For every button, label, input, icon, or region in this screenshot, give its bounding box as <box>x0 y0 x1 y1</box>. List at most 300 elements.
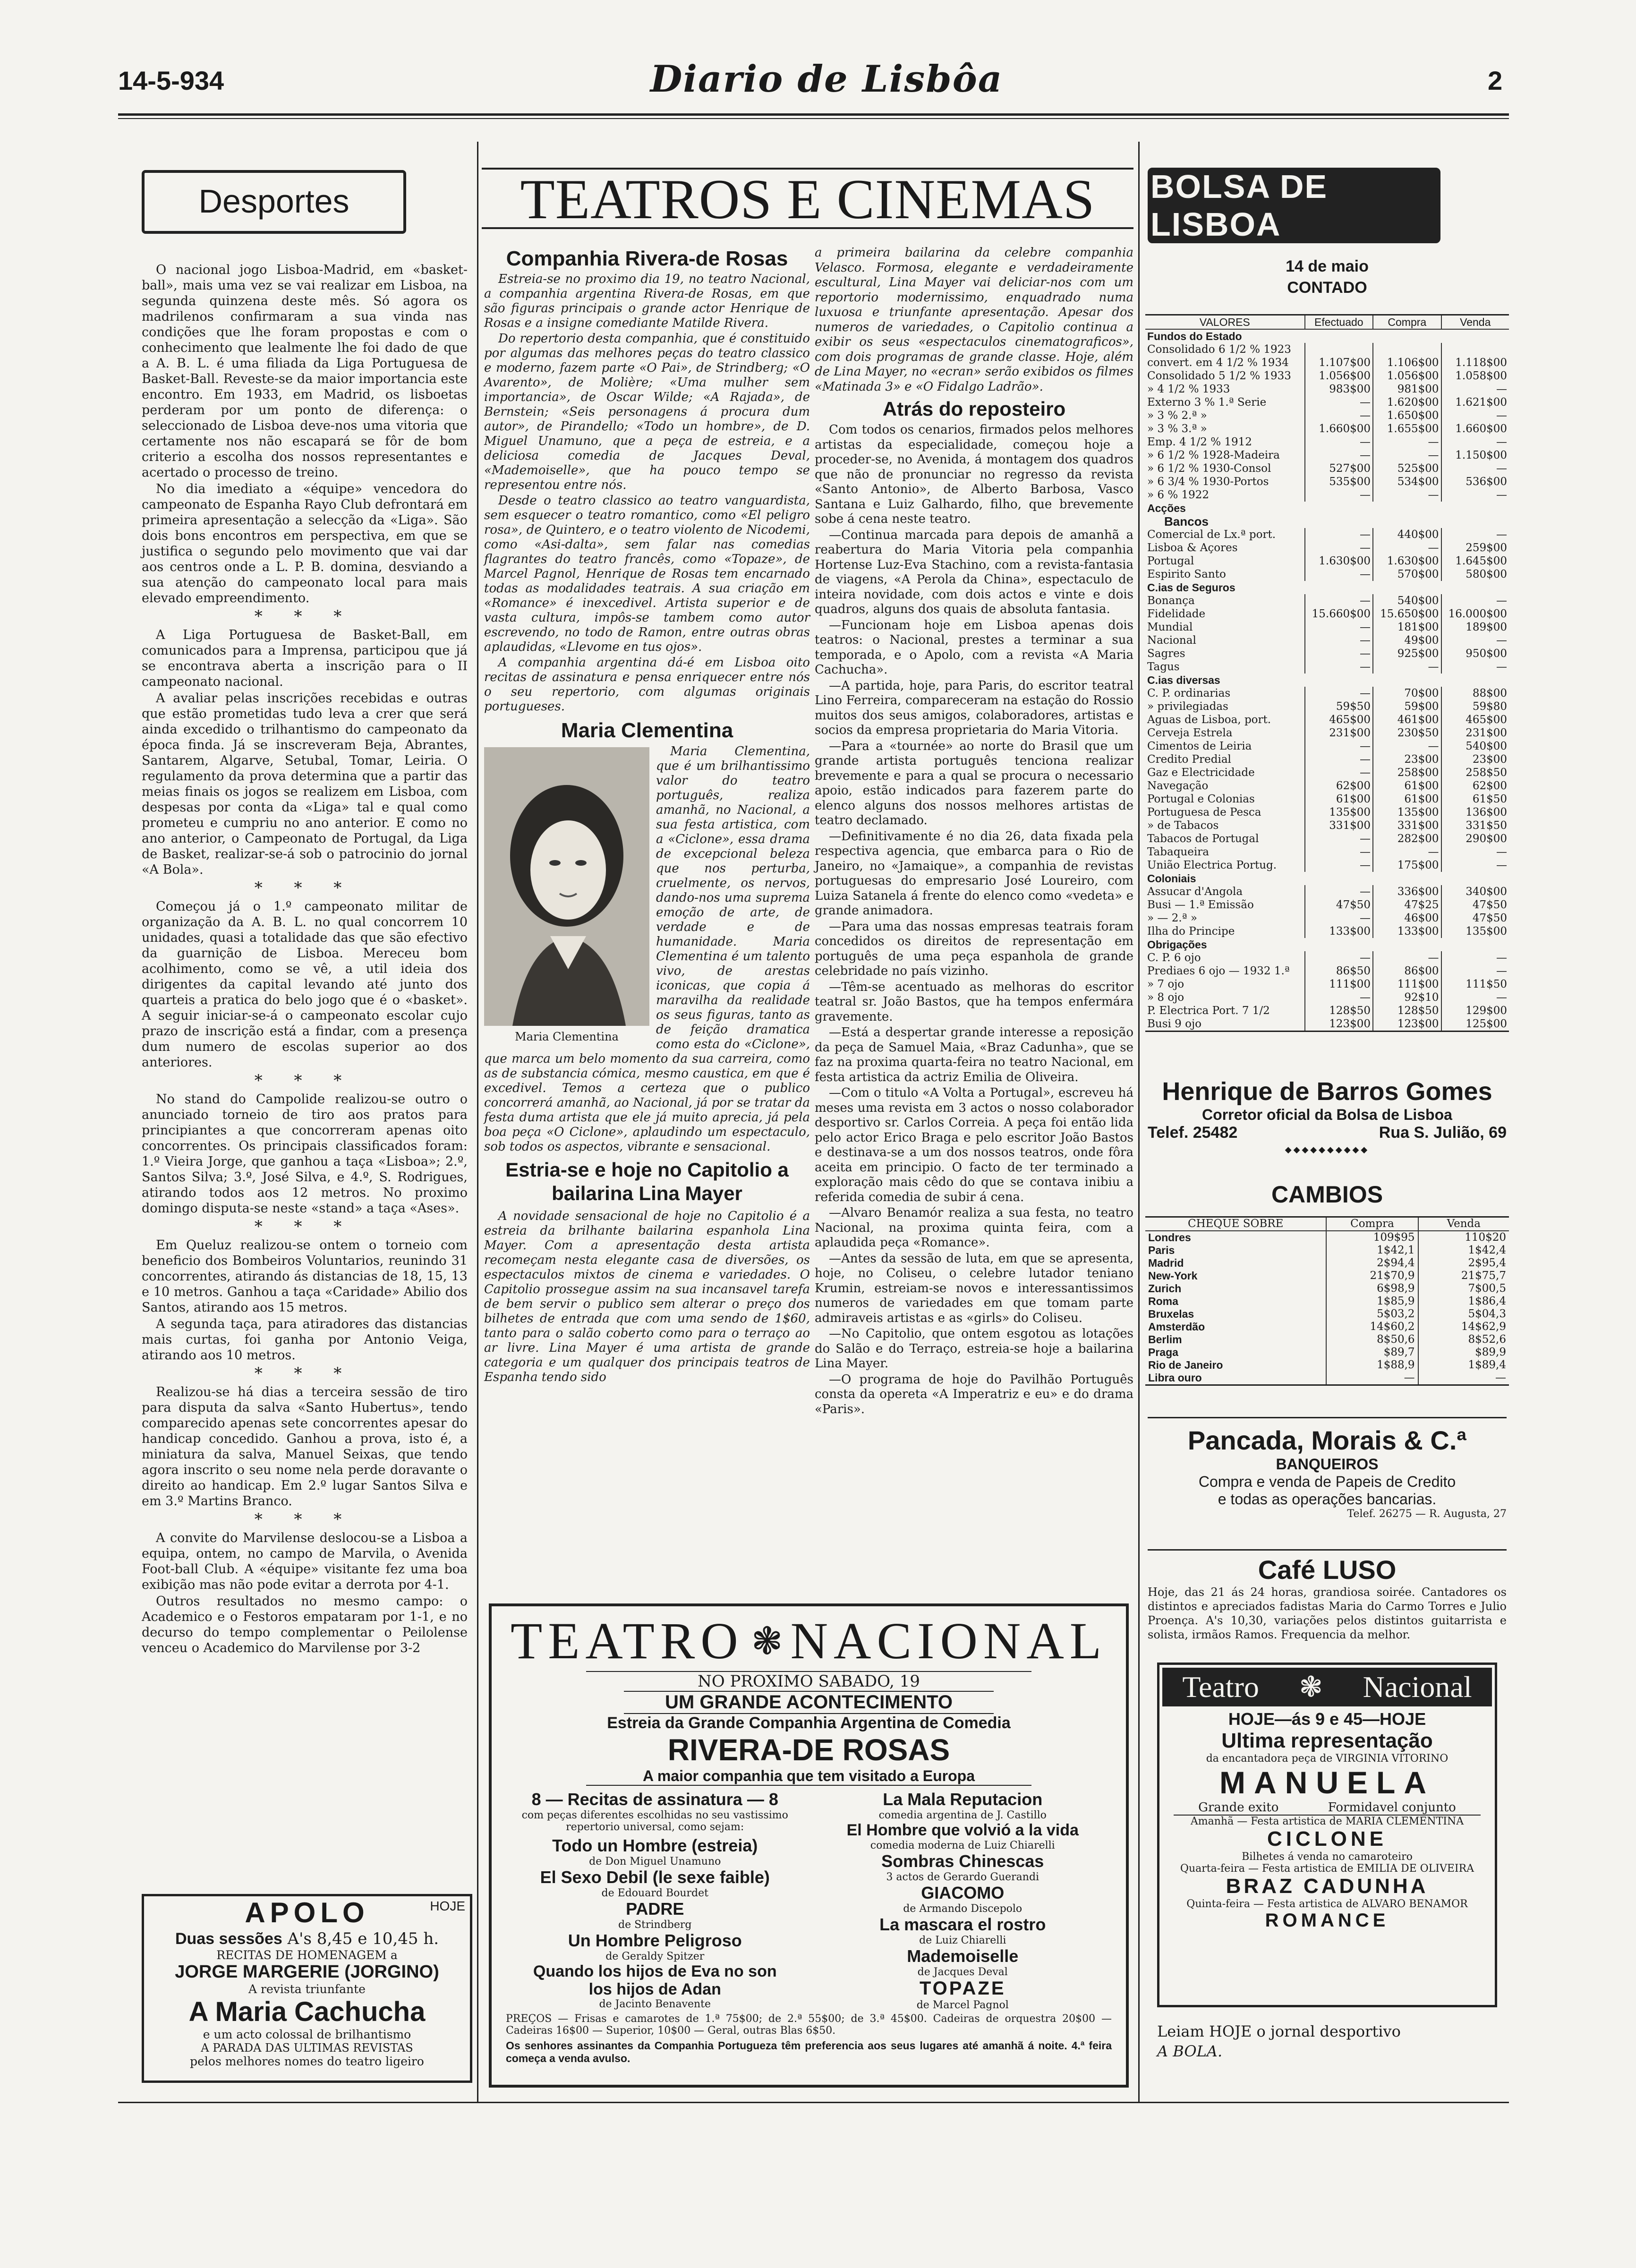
bolsa-row <box>1145 713 1509 726</box>
bolsa-cell: 47$25 <box>1373 898 1441 912</box>
bolsa-row <box>1145 925 1509 938</box>
bolsa-cell: 1.655$00 <box>1373 422 1441 435</box>
cambios-cell: Rio de Janeiro <box>1148 1359 1223 1371</box>
bolsa-row <box>1145 766 1509 779</box>
bolsa-cell: 181$00 <box>1373 621 1441 634</box>
top-rule <box>118 113 1509 116</box>
bolsa-cell: — <box>1441 859 1509 872</box>
bolsa-cell: — <box>1305 859 1373 872</box>
desportes-paragraph: A segunda taça, para atiradores das distancias mais curtas, foi ganha por Antonio Veiga, atirando aos 10 metros. <box>142 1317 468 1363</box>
bolsa-cell: — <box>1441 634 1509 647</box>
pancada-text2: e todas as operações bancarias. <box>1218 1491 1437 1508</box>
bolsa-row <box>1145 753 1509 766</box>
nacional-title-right: NACIONAL <box>790 1612 1107 1670</box>
nacad-romance: ROMANCE <box>1265 1910 1389 1931</box>
cambios-column-header: Venda <box>1418 1218 1509 1231</box>
desportes-paragraph: A Liga Portuguesa de Basket-Ball, em comunicados para a Imprensa, participou que já se encontrava aberta a inscrição para o II campeonato nacional. <box>142 628 468 689</box>
bolsa-cell: 983$00 <box>1305 383 1373 396</box>
apolo-acto: e um acto colossal de brilhantismo <box>203 2028 411 2041</box>
bolsa-cell: 61$00 <box>1373 793 1441 806</box>
cafe-luso-ad <box>1148 1549 1507 1642</box>
nacional-precos: PREÇOS — Frisas e camarotes de 1.ª 75$00; de 2.ª 55$00; de 3.ª 45$00. Cadeiras de orquestra 20$00 — Cadeiras 16$00 — Superior, 10$00 — Geral, outras Blas 6$50. <box>506 2013 1112 2037</box>
bolsa-cell: Busi — 1.ª Emissão <box>1147 899 1254 911</box>
bolsa-row <box>1145 687 1509 700</box>
news-item: —Definitivamente é no dia 26, data fixada pela respectiva agencia, que embarca para o Rio de Janeiro, no «Jamaique», a companhia de revistas portuguesas do empresario José Loureiro, com Luiza Satanela á frente do elenco como «vedeta» e grande animadora. <box>815 829 1133 918</box>
bolsa-cell: 290$00 <box>1441 832 1509 845</box>
bolsa-date: 14 de maio <box>1286 257 1369 275</box>
section-divider-stars: * * * <box>254 878 355 897</box>
bolsa-cell: Comercial de Lx.ª port. <box>1147 529 1276 541</box>
bolsa-cell: 129$00 <box>1441 1004 1509 1017</box>
nacad-play: MANUELA <box>1219 1765 1435 1800</box>
cambios-row <box>1145 1282 1509 1295</box>
bolsa-cell: — <box>1305 621 1373 634</box>
luso-name: Café LUSO <box>1258 1555 1397 1585</box>
bolsa-cell: 258$50 <box>1441 766 1509 779</box>
play-author: de Luiz Chiarelli <box>919 1935 1006 1946</box>
bolsa-cell: 570$00 <box>1373 568 1441 581</box>
nacad-hoje: HOJE—ás 9 e 45—HOJE <box>1228 1709 1426 1729</box>
cambios-cell: 1$88,9 <box>1326 1359 1418 1372</box>
article-heading: Estria-se e hoje no Capitolio a bailarina Lina Mayer <box>505 1159 789 1204</box>
bolsa-cell: Assucar d'Angola <box>1147 886 1243 898</box>
cambios-cell: — <box>1418 1372 1509 1384</box>
desportes-article <box>142 262 468 1657</box>
nacad-braz: BRAZ CADUNHA <box>1226 1875 1429 1898</box>
bolsa-cell: — <box>1373 660 1441 674</box>
bolsa-cell: — <box>1305 766 1373 779</box>
bolsa-cell: 111$00 <box>1373 978 1441 991</box>
bolsa-cell: — <box>1305 541 1373 554</box>
cambios-cell: 1$42,4 <box>1418 1244 1509 1257</box>
bolsa-row <box>1145 488 1509 502</box>
bolsa-cell: 1.058$00 <box>1441 369 1509 383</box>
bolsa-cell: 1.620$00 <box>1373 396 1441 409</box>
bolsa-cell: — <box>1305 488 1373 502</box>
bolsa-cell: 61$50 <box>1441 793 1509 806</box>
bolsa-cell: 540$00 <box>1441 740 1509 753</box>
bolsa-cell: » de Tabacos <box>1147 819 1219 832</box>
bolsa-cell: 128$50 <box>1305 1004 1373 1017</box>
bolsa-cell: 230$50 <box>1373 726 1441 740</box>
teatro-nacional-ad <box>489 1603 1129 2088</box>
desportes-paragraph: A avaliar pelas inscrições recebidas e outras que estão prometidas tudo leva a crer que será ainda excedido o trilhantismo do campeonato da época finda. Já se inscreveram Beja, Abrantes, Santarem, Algarve, Setubal, Tomar, Leiria. O regulamento da prova determina que a partir das meias finais os jogos se realizem em Lisboa, com despesas por conta da «Liga» tal e qual como prometeu e cumpriu no ano anterior. E como no ano anterior, o Campeonato de Portugal, da Liga de Basket, realizar-se-á sob o patrocinio do jornal «A Bola». <box>142 691 468 877</box>
cambios-row <box>1145 1359 1509 1372</box>
bolsa-cell: — <box>1305 753 1373 766</box>
bolsa-cell: 88$00 <box>1441 687 1509 700</box>
bolsa-row <box>1145 859 1509 872</box>
play-author: de Armando Discepolo <box>903 1903 1022 1915</box>
bolsa-cell: C. P. ordinarias <box>1147 687 1231 699</box>
bolsa-row <box>1145 343 1509 356</box>
bolsa-cell <box>1441 343 1509 356</box>
pancada-ad <box>1148 1417 1507 1520</box>
bolsa-cell: 61$00 <box>1305 793 1373 806</box>
bolsa-cell: 111$00 <box>1305 978 1373 991</box>
bolsa-cell: 86$50 <box>1305 964 1373 978</box>
play-title: PADRE <box>626 1899 684 1918</box>
bolsa-row <box>1145 991 1509 1004</box>
nacional-company: RIVERA-DE ROSAS <box>667 1733 950 1767</box>
pancada-text1: Compra e venda de Papeis de Credito <box>1198 1473 1456 1490</box>
bolsa-row <box>1145 819 1509 832</box>
bolsa-row <box>1145 383 1509 396</box>
cambios-row <box>1145 1270 1509 1282</box>
bolsa-cell: 123$00 <box>1305 1017 1373 1031</box>
bolsa-cell: 92$10 <box>1373 991 1441 1004</box>
cambios-cell: 8$50,6 <box>1326 1333 1418 1346</box>
henrique-sub: Corretor oficial da Bolsa de Lisboa <box>1202 1106 1452 1123</box>
bolsa-cell: — <box>1305 991 1373 1004</box>
bolsa-cell: 111$50 <box>1441 978 1509 991</box>
bolsa-cell: 331$00 <box>1305 819 1373 832</box>
cambios-cell: Londres <box>1148 1231 1191 1244</box>
bolsa-cell: — <box>1441 488 1509 502</box>
bolsa-cell: Espirito Santo <box>1147 568 1226 580</box>
bolsa-row <box>1145 435 1509 449</box>
cambios-cell: Amsterdão <box>1148 1321 1205 1333</box>
bolsa-cell: — <box>1373 449 1441 462</box>
nacional-small-ad <box>1157 1663 1497 2007</box>
bola-ad <box>1157 2021 1497 2061</box>
bolsa-cell: 527$00 <box>1305 462 1373 475</box>
play-title: El Hombre que volvió a la vida <box>846 1821 1079 1839</box>
cambios-row <box>1145 1231 1509 1244</box>
repertoire-left <box>501 1790 809 2011</box>
cambios-cell: $89,7 <box>1326 1346 1418 1359</box>
cambios-cell: Bruxelas <box>1148 1308 1194 1320</box>
bolsa-cell: 465$00 <box>1305 713 1373 726</box>
article-paragraph: Desde o teatro classico ao teatro vanguardista, sem esquecer o teatro romantico, como «El peligro rosa», de Quintero, e o teatro violento de Nicodemi, como «Asi-dalta», sem falar nas comedias flagrantes do teatro francês, como «Topaze», de Marcel Pagnol, Henrique de Rosas tem encarnado todas as modalidades teatrais. A sua criação em «Romance» é inexcedivel. Artista superior e de vasta cultura, impôs-se tambem como autor escrevendo, no todo de Ramon, entre outras obras aplaudidas, «Llevome en tus ojos». <box>484 494 810 654</box>
bolsa-cell: 23$00 <box>1373 753 1441 766</box>
cambios-cell: Praga <box>1148 1346 1178 1358</box>
bolsa-cell: Portugal e Colonias <box>1147 793 1255 805</box>
play-author: de Geraldy Spitzer <box>605 1951 705 1962</box>
repertoire-right <box>809 1790 1117 2011</box>
bolsa-row <box>1145 885 1509 898</box>
bolsa-cell: Prediaes 6 ojo — 1932 1.ª <box>1147 965 1290 977</box>
desportes-paragraph: Realizou-se há dias a terceira sessão de tiro para disputa da salva «Santo Hubertus», tendo comparecido apenas sete concorrentes apesar do handicap concedido. Ganhou a prova, isto é, a miniatura da salva, Manuel Seixas, que tendo agora inscrito o seu nome nela perde doravante o direito ao handicap. Em 2.º lugar Santos Silva e em 3.º Martins Branco. <box>142 1385 468 1509</box>
bolsa-row <box>1145 594 1509 607</box>
bolsa-row <box>1145 475 1509 488</box>
bolsa-cell: 540$00 <box>1373 594 1441 607</box>
desportes-paragraph: No stand do Campolide realizou-se outro o anunciado torneio de tiro aos pratos para principiantes a que concorreram apenas oito concorrentes. Os principais classificados foram: 1.º Vieira Jorge, que ganhou a taça «Lisboa»; 2.º, Santos Silva; 3.º, José Silva, e 4.º, S. Rodrigues, atirando todos aos 12 metros. No proximo domingo disputa-se neste «stand» a taça «Ases». <box>142 1092 468 1216</box>
article-paragraph: Maria Clementina, que é um brilhantissimo valor do teatro português, realiza amanhã, no Nacional, a sua festa artistica, com a «Ciclone», essa drama de excepcional beleza que nos perturba, cruelmente, os nervos, dando-nos uma suprema emoção de arte, de verdade e de humanidade. Maria Clementina é um talento vivo, de arestas iconicas, que copia á maravilha da realidade os seus figuras, tanto as de feição dramatica como esta do «Ciclone», que marca um belo momento da sua carreira, como as de substancia cómica, mesmo caustica, em que é excedivel. Temos a certeza que o publico concorrerá amanhã, ao Nacional, já por se tratar da festa duma artista que ele já muito aprecia, já pela boa peça «O Ciclone», aplaudindo um espectaculo, sob todos os aspectos, vibrante e sensacional. <box>484 744 810 1154</box>
apolo-hoje: HOJE <box>430 1899 465 1913</box>
bolsa-row <box>1145 806 1509 819</box>
bolsa-cell: 135$00 <box>1305 806 1373 819</box>
bolsa-row <box>1145 621 1509 634</box>
bolsa-cell <box>1305 343 1373 356</box>
bolsa-cell: 123$00 <box>1373 1017 1441 1031</box>
bolsa-row <box>1145 898 1509 912</box>
henrique-name: Henrique de Barros Gomes <box>1162 1077 1492 1106</box>
desportes-header-box <box>142 170 406 234</box>
desportes-paragraph: No dia imediato a «équipe» vencedora do campeonato de Espanha Rayo Club defrontará em primeira apresentação a selecção da «Liga». São dois bons encontros em perspectiva, em que se justifica o segundo pelo movimento que vai dar aos centros onde a L. P. B. domina, desviando a sua atenção do campeonato local para mais elevado empreendimento. <box>142 482 468 605</box>
article-paragraph: Do repertorio desta companhia, que é constituido por algumas das melhores peças do teatro classico e moderno, fazem parte «O Pai», de Strindberg; «O Avarento», de Molière; «Uma mulher sem importancia», de Oscar Wilde; «A Rajada», de Bernstein; «Seis personagens á procura dum autor», de Pirandello; «Todo un hombre», de D. Miguel Unamuno, que a peça de estreia, e a deliciosa comedia de Jacques Deval, «Mademoiselle», que ha pouco tempo se representou entre nós. <box>484 332 810 492</box>
news-item: —O programa de hoje do Pavilhão Português consta da opereta «A Imperatriz e eu» e do drama «Paris». <box>815 1372 1133 1416</box>
play-author: comedia moderna de Luiz Chiarelli <box>870 1840 1055 1851</box>
article-paragraph: Estreia-se no proximo dia 19, no teatro Nacional, a companhia argentina Rivera-de Rosas, em que são figuras principais o grande actor Henrique de Rosas e a insigne comediante Matilde Rivera. <box>484 272 810 330</box>
nacad-da: da encantadora peça de VIRGINIA VITORINO <box>1206 1753 1449 1765</box>
cambios-cell: 1$85,9 <box>1326 1295 1418 1308</box>
bolsa-header <box>1148 168 1440 243</box>
bolsa-cell: Externo 3 % 1.ª Serie <box>1147 396 1267 409</box>
cambios-cell: New-York <box>1148 1270 1198 1282</box>
nacad-title-right: Nacional <box>1363 1670 1472 1704</box>
bolsa-cell: 231$00 <box>1305 726 1373 740</box>
bolsa-cell: 1.660$00 <box>1305 422 1373 435</box>
bolsa-cell: — <box>1305 435 1373 449</box>
bolsa-cell: Cerveja Estrela <box>1147 727 1233 739</box>
bolsa-cell: 1.056$00 <box>1305 369 1373 383</box>
bolsa-cell: 536$00 <box>1441 475 1509 488</box>
cambios-cell: — <box>1326 1372 1418 1384</box>
cambios-row <box>1145 1321 1509 1333</box>
play-title: Mademoiselle <box>907 1946 1019 1966</box>
bolsa-row <box>1145 845 1509 859</box>
play-author: de Jacques Deval <box>917 1966 1008 1978</box>
bolsa-cell: 70$00 <box>1373 687 1441 700</box>
cambios-cell: 1$89,4 <box>1418 1359 1509 1372</box>
bolsa-cell: 49$00 <box>1373 634 1441 647</box>
nacional-nota: Os senhores assinantes da Companhia Portugueza têm preferencia aos seus lugares até amanhã á noite. 4.ª feira começa a venda avulso. <box>506 2039 1112 2064</box>
desportes-paragraph: Começou já o 1.º campeonato militar de organização da A. B. L. no qual concorrem 10 unidades, quasi a totalidade das que são efectivo da guarnição de Lisboa. Mereceu bom acolhimento, como se vê, a util ideia dos dirigentes da capital levando até junto dos quarteis a pratica do belo jogo que é o «basket». A seguir iniciar-se-á o campeonato escolar cujo prazo de inscrição está a findar, com a presença dum numero de escolas superior ao dos anteriores. <box>142 899 468 1070</box>
news-item: —Funcionam hoje em Lisboa apenas dois teatros: o Nacional, prestes a terminar a sua temporada, e o Apolo, com a revista «A Maria Cachucha». <box>815 618 1133 677</box>
bolsa-cell: convert. em 4 1/2 % 1934 <box>1147 357 1289 369</box>
column-divider <box>477 142 478 2102</box>
bolsa-row <box>1145 396 1509 409</box>
bolsa-row <box>1145 422 1509 435</box>
play-title: TOPAZE <box>919 1978 1006 1999</box>
bolsa-cell: Tagus <box>1147 661 1180 673</box>
nacad-quinta: Quinta-feira — Festa artistica de ALVARO BENAMOR <box>1186 1898 1468 1910</box>
bolsa-cell: 175$00 <box>1373 859 1441 872</box>
play-author: 3 actos de Gerardo Guerandi <box>886 1871 1040 1883</box>
cambios-cell: 5$04,3 <box>1418 1308 1509 1321</box>
bola-name: A BOLA. <box>1157 2042 1223 2060</box>
bolsa-cell: 59$80 <box>1441 700 1509 713</box>
pancada-name: Pancada, Morais & C.ª <box>1187 1425 1467 1455</box>
bolsa-cell: 86$00 <box>1373 964 1441 978</box>
nacional-maior: A maior companhia que tem visitado a Europa <box>586 1767 1031 1786</box>
henrique-ad <box>1148 1077 1507 1155</box>
play-title: La Mala Reputacion <box>883 1790 1043 1809</box>
bolsa-cell: 1.630$00 <box>1373 554 1441 568</box>
bolsa-subsection-title: Bancos <box>1164 514 1209 529</box>
bolsa-cell: 331$50 <box>1441 819 1509 832</box>
nacad-title-left: Teatro <box>1182 1670 1259 1704</box>
play-title: El Sexo Debil (le sexe faible) <box>540 1867 770 1887</box>
bolsa-row <box>1145 660 1509 674</box>
pancada-sub: BANQUEIROS <box>1276 1456 1379 1473</box>
bolsa-row <box>1145 726 1509 740</box>
bolsa-cell: — <box>1305 832 1373 845</box>
bolsa-cell: — <box>1305 449 1373 462</box>
cambios-cell: $89,9 <box>1418 1346 1509 1359</box>
bolsa-row <box>1145 779 1509 793</box>
bolsa-cell: — <box>1441 462 1509 475</box>
bolsa-cell: 535$00 <box>1305 475 1373 488</box>
nacad-amanha: Amanhã — Festa artistica de MARIA CLEMENTINA <box>1190 1816 1464 1827</box>
teatros-article <box>484 246 810 1386</box>
nacad-bilhetes: Bilhetes á venda no camaroteiro <box>1242 1851 1413 1863</box>
bolsa-row <box>1145 554 1509 568</box>
nacad-form: Formidavel conjunto <box>1328 1800 1456 1815</box>
bolsa-cell: Tabaqueira <box>1147 846 1209 858</box>
bolsa-cell: 15.650$00 <box>1373 607 1441 621</box>
bolsa-cell: — <box>1305 647 1373 660</box>
bolsa-cell: — <box>1441 991 1509 1004</box>
bolsa-row <box>1145 700 1509 713</box>
cambios-cell: 1$42,1 <box>1326 1244 1418 1257</box>
bolsa-cell: 59$00 <box>1373 700 1441 713</box>
teatros-title: TEATROS E CINEMAS <box>520 168 1095 230</box>
bola-text: Leiam HOJE o jornal desportivo <box>1157 2022 1401 2040</box>
bolsa-cell: 135$00 <box>1441 925 1509 938</box>
column-divider <box>1138 142 1140 2102</box>
bolsa-cell: C. P. 6 ojo <box>1147 952 1201 964</box>
bolsa-cell: 925$00 <box>1373 647 1441 660</box>
reposteiro-article <box>815 246 1133 1418</box>
cambios-cell: Berlim <box>1148 1333 1182 1346</box>
bolsa-cell: 950$00 <box>1441 647 1509 660</box>
bolsa-table <box>1145 314 1509 1032</box>
bolsa-cell: » 3 % 3.ª » <box>1147 423 1207 435</box>
article-heading: Companhia Rivera-de Rosas <box>506 247 788 270</box>
bolsa-cell: — <box>1305 912 1373 925</box>
bolsa-cell: 1.106$00 <box>1373 356 1441 369</box>
bolsa-cell: — <box>1441 594 1509 607</box>
bolsa-cell: — <box>1305 409 1373 422</box>
bolsa-cell: Ilha do Principe <box>1147 925 1235 938</box>
play-author: comedia argentina de J. Castillo <box>878 1809 1047 1821</box>
photo-frame <box>484 747 649 1049</box>
news-item: —Para a «tournée» ao norte do Brasil que um grande artista português tenciona realizar brevemente e para a qual se procura o necessario apoio, estão indicados para fazerem parte do elenco alguns dos nossos melhores artistas de teatro declamado. <box>815 739 1133 827</box>
play-title: Un Hombre Peligroso <box>568 1931 742 1950</box>
bolsa-cell: 125$00 <box>1441 1017 1509 1031</box>
bolsa-cell: 23$00 <box>1441 753 1509 766</box>
bolsa-cell: — <box>1373 951 1441 964</box>
bolsa-cell: — <box>1305 634 1373 647</box>
apolo-artist: JORGE MARGERIE (JORGINO) <box>175 1962 439 1982</box>
bolsa-cell: 136$00 <box>1441 806 1509 819</box>
bolsa-cell: — <box>1305 528 1373 541</box>
bolsa-cell: 16.000$00 <box>1441 607 1509 621</box>
bolsa-cell: 46$00 <box>1373 912 1441 925</box>
bolsa-section-title: Fundos do Estado <box>1147 330 1242 342</box>
bolsa-section-title: Obrigações <box>1147 938 1207 951</box>
desportes-paragraph: Em Queluz realizou-se ontem o torneio com beneficio dos Bombeiros Voluntarios, reunindo 31 concorrentes, atirando ás distancias de 18, 15, 13 e 10 metros. Ganhou a taça «Caridade» Abilio dos Santos, atirando aos 15 metros. <box>142 1238 468 1315</box>
bolsa-cell: 133$00 <box>1373 925 1441 938</box>
bolsa-row <box>1145 978 1509 991</box>
bolsa-cell: » 6 % 1922 <box>1147 489 1210 501</box>
bolsa-row <box>1145 832 1509 845</box>
bolsa-cell: — <box>1441 528 1509 541</box>
cambios-cell: 21$75,7 <box>1418 1270 1509 1282</box>
bolsa-cell: — <box>1441 409 1509 422</box>
cambios-row <box>1145 1333 1509 1346</box>
bolsa-cell: » 6 3/4 % 1930-Portos <box>1147 476 1269 488</box>
news-item: —Continua marcada para depois de amanhã a reabertura do Maria Vitoria pela companhia Hortense Luz-Eva Stachino, com a revista-fantasia de viagens, «A Perola da China», espectaculo de inteira novidade, com dois actos e vinte e dois quadros, alguns dos quais de absoluta fantasia. <box>815 528 1133 616</box>
bolsa-cell: Aguas de Lisboa, port. <box>1147 714 1271 726</box>
bolsa-row <box>1145 449 1509 462</box>
bolsa-cell: 440$00 <box>1373 528 1441 541</box>
bolsa-cell: » 4 1/2 % 1933 <box>1147 383 1230 395</box>
news-item: Com todos os cenarios, firmados pelos melhores artistas da especialidade, começou hoje a proceder-se, no Avenida, á montagem dos quadros que não de pronunciar no regresso da revista «Santo Antonio», de Alberto Barbosa, Vasco Santana e Luiz Galhardo, filho, que brevemente sobe á cena neste teatro. <box>815 423 1133 526</box>
bolsa-cell: 525$00 <box>1373 462 1441 475</box>
bolsa-cell: Portugal <box>1147 555 1194 567</box>
apolo-pelos: pelos melhores nomes do teatro ligeiro <box>190 2055 424 2068</box>
bolsa-cell: — <box>1373 488 1441 502</box>
play-author: de Strindberg <box>618 1919 692 1931</box>
cambios-cell: Madrid <box>1148 1257 1184 1269</box>
nacional-estreia: Estreia da Grande Companhia Argentina de Comedia <box>607 1714 1011 1732</box>
henrique-tel: Telef. 25482 <box>1148 1124 1238 1142</box>
bolsa-cell: Mundial <box>1147 621 1193 633</box>
bolsa-cell: — <box>1305 951 1373 964</box>
bolsa-row <box>1145 369 1509 383</box>
bolsa-cell: 61$00 <box>1373 779 1441 793</box>
bolsa-row <box>1145 462 1509 475</box>
apolo-show: A Maria Cachucha <box>188 1996 426 2027</box>
bolsa-cell: — <box>1305 740 1373 753</box>
play-author: de Edouard Bourdet <box>601 1887 708 1899</box>
play-author: de Jacinto Benavente <box>599 1998 711 2010</box>
bolsa-cell: 1.056$00 <box>1373 369 1441 383</box>
bolsa-row <box>1145 951 1509 964</box>
bolsa-cell: 580$00 <box>1441 568 1509 581</box>
cambios-row <box>1145 1295 1509 1308</box>
apolo-ad <box>142 1894 472 2083</box>
bolsa-cell: 231$00 <box>1441 726 1509 740</box>
play-title: La mascara el rostro <box>879 1915 1046 1934</box>
bolsa-row <box>1145 793 1509 806</box>
bolsa-cell: — <box>1305 845 1373 859</box>
bolsa-cell: Consolidado 6 1/2 % 1923 <box>1147 343 1291 356</box>
bolsa-cell: 534$00 <box>1373 475 1441 488</box>
cambios-cell: 5$03,2 <box>1326 1308 1418 1321</box>
recitas-heading: 8 — Recitas de assinatura — 8 <box>531 1790 778 1809</box>
desportes-title: Desportes <box>198 183 349 220</box>
bolsa-row <box>1145 568 1509 581</box>
newspaper-title: Diario de Lisbôa <box>650 58 1003 101</box>
bolsa-cell: Portuguesa de Pesca <box>1147 806 1261 819</box>
bolsa-row <box>1145 964 1509 978</box>
bolsa-cell: » 6 1/2 % 1930-Consol <box>1147 462 1271 475</box>
play-title: Sombras Chinescas <box>881 1851 1044 1871</box>
bolsa-cell: 340$00 <box>1441 885 1509 898</box>
news-item: —A partida, hoje, para Paris, do escritor teatral Lino Ferreira, compareceram na estação do Rossio muitos dos seus amigos, colaboradores, artistas e socios da empresa proprietaria do Maria Vitoria. <box>815 678 1133 737</box>
cambios-cell: 14$60,2 <box>1326 1321 1418 1333</box>
article-heading: Maria Clementina <box>561 719 733 742</box>
bolsa-cell: » 8 ojo <box>1147 991 1184 1004</box>
cambios-row <box>1145 1372 1509 1384</box>
page-number: 2 <box>1488 66 1503 95</box>
bolsa-cell: — <box>1441 383 1509 396</box>
bolsa-cell: 47$50 <box>1305 898 1373 912</box>
ornament-icon: ❃ <box>1299 1671 1323 1704</box>
bolsa-cell: 282$00 <box>1373 832 1441 845</box>
cambios-table <box>1145 1216 1509 1386</box>
apolo-revista: A revista triunfante <box>248 1982 366 1996</box>
bolsa-cell: Tabacos de Portugal <box>1147 833 1259 845</box>
bolsa-cell: — <box>1305 396 1373 409</box>
section-divider-stars: * * * <box>254 607 355 626</box>
news-item: —Com o titulo «A Volta a Portugal», escreveu há meses uma revista em 3 actos o nosso colaborador desportivo sr. Carlos Correia. A peça foi então lida pelo actor Erico Braga e pelo escritor João Bastos e destinava-se a um dos nossos teatros, onde fôra aceita em principio. O facto de ter terminado a exploração mais cêdo do que se contava inibiu a referida comedia de subir á cena. <box>815 1086 1133 1204</box>
section-divider-stars: * * * <box>254 1217 355 1236</box>
bolsa-cell: — <box>1373 740 1441 753</box>
